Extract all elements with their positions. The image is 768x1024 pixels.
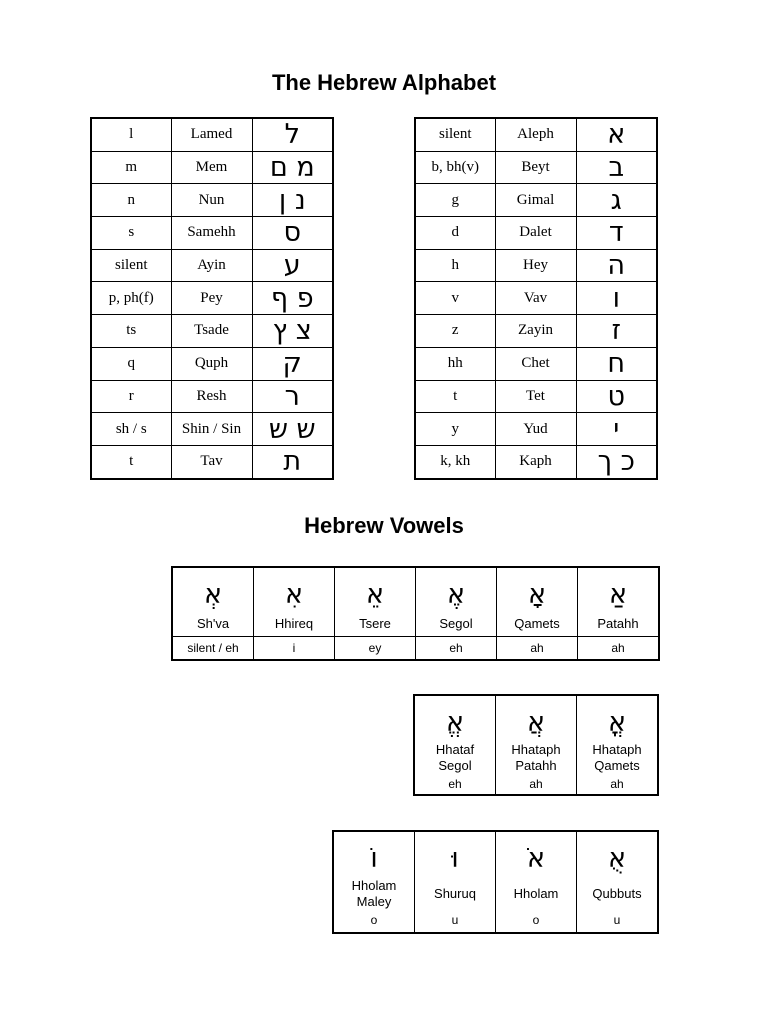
sound-cell: l xyxy=(91,118,171,151)
vowel-mark-cell: אֱ xyxy=(414,695,496,740)
letter-name-cell: Zayin xyxy=(495,315,576,348)
letter-name-cell: Kaph xyxy=(495,445,576,478)
sound-cell: t xyxy=(91,445,171,478)
vowel-mark-row xyxy=(414,695,658,740)
sound-cell: g xyxy=(415,184,495,217)
letter-name-cell: Chet xyxy=(495,347,576,380)
hebrew-letter-cell: ר xyxy=(252,380,333,413)
sound-cell: p, ph(f) xyxy=(91,282,171,315)
letter-name-cell: Dalet xyxy=(495,217,576,250)
vowel-sound-row xyxy=(172,637,659,661)
vowel-name-cell: Hhireq xyxy=(254,612,335,637)
letter-name-cell: Gimal xyxy=(495,184,576,217)
vowel-name-cell: Tsere xyxy=(335,612,416,637)
vowel-name-line: Qamets xyxy=(594,758,640,773)
vowel-sound-cell: ah xyxy=(578,637,660,661)
letter-name-cell: Resh xyxy=(171,380,252,413)
vowel-sound-cell: o xyxy=(496,912,577,933)
vowel-mark-cell: אֲ xyxy=(496,695,577,740)
sound-cell: t xyxy=(415,380,495,413)
vowel-name-line: Qubbuts xyxy=(592,886,642,901)
hebrew-letter-cell: ה xyxy=(576,249,657,282)
page-title: The Hebrew Alphabet xyxy=(271,70,497,95)
vowel-sound-cell: u xyxy=(577,912,659,933)
table-row xyxy=(91,282,333,315)
vowel-name-cell: Segol xyxy=(416,612,497,637)
vowel-mark-cell: אֳ xyxy=(577,695,659,740)
table-row xyxy=(415,217,657,250)
hebrew-letter-cell: י xyxy=(576,413,657,446)
hebrew-letter-cell: ע xyxy=(252,249,333,282)
sound-cell: n xyxy=(91,184,171,217)
table-row xyxy=(91,347,333,380)
hebrew-letter-cell: ב xyxy=(576,151,657,184)
table-row xyxy=(415,347,657,380)
vowel-sound-row xyxy=(414,776,658,795)
letter-name-cell: Yud xyxy=(495,413,576,446)
table-row xyxy=(91,118,333,151)
letter-name-cell: Beyt xyxy=(495,151,576,184)
vowel-name-line: Hhataph xyxy=(592,742,642,757)
hebrew-letter-cell: ו xyxy=(576,282,657,315)
vowel-mark-cell: אִ xyxy=(254,567,335,612)
vowel-mark-cell: אֶ xyxy=(416,567,497,612)
vowels-table-2 xyxy=(413,694,659,796)
vowel-sound-cell: i xyxy=(254,637,335,661)
hebrew-letter-cell: א xyxy=(576,118,657,151)
vowel-name-line: Maley xyxy=(356,894,392,909)
letter-name-cell: Hey xyxy=(495,249,576,282)
table-row xyxy=(415,380,657,413)
vowel-mark-cell: אֻ xyxy=(577,831,659,876)
letter-name-cell: Tet xyxy=(495,380,576,413)
sound-cell: s xyxy=(91,217,171,250)
vowel-sound-cell: ey xyxy=(335,637,416,661)
vowel-name-cell: Qamets xyxy=(497,612,578,637)
vowel-sound-row xyxy=(333,912,658,933)
hebrew-letter-cell: נ ן xyxy=(252,184,333,217)
sound-cell: z xyxy=(415,315,495,348)
sound-cell: v xyxy=(415,282,495,315)
vowel-sound-cell: o xyxy=(333,912,415,933)
sound-cell: q xyxy=(91,347,171,380)
vowel-sound-cell: u xyxy=(415,912,496,933)
letter-name-cell: Aleph xyxy=(495,118,576,151)
vowel-sound-cell: ah xyxy=(577,776,659,795)
sound-cell: r xyxy=(91,380,171,413)
vowel-name-line: Hhataph xyxy=(511,742,561,757)
table-row xyxy=(415,282,657,315)
vowel-sound-cell: eh xyxy=(414,776,496,795)
vowel-name-line: Segol xyxy=(438,758,472,773)
table-row xyxy=(91,249,333,282)
vowel-name-row xyxy=(333,876,658,912)
vowel-name-row xyxy=(172,612,659,637)
sound-cell: m xyxy=(91,151,171,184)
letter-name-cell: Tsade xyxy=(171,315,252,348)
hebrew-letter-cell: ק xyxy=(252,347,333,380)
vowel-name-row xyxy=(414,740,658,776)
vowel-mark-cell: אֹ xyxy=(496,831,577,876)
letter-name-cell: Vav xyxy=(495,282,576,315)
table-row xyxy=(91,151,333,184)
vowels-title: Hebrew Vowels xyxy=(304,513,464,538)
letter-name-cell: Lamed xyxy=(171,118,252,151)
letter-name-cell: Samehh xyxy=(171,217,252,250)
alphabet-table-right xyxy=(414,117,658,480)
vowel-sound-cell: ah xyxy=(496,776,577,795)
vowel-name-cell xyxy=(496,740,577,776)
table-row xyxy=(91,413,333,446)
vowel-sound-cell: silent / eh xyxy=(172,637,254,661)
vowel-mark-cell: אֵ xyxy=(335,567,416,612)
vowel-name-cell xyxy=(577,876,659,912)
sound-cell: b, bh(v) xyxy=(415,151,495,184)
hebrew-letter-cell: ז xyxy=(576,315,657,348)
sound-cell: h xyxy=(415,249,495,282)
table-row xyxy=(415,184,657,217)
table-row xyxy=(91,217,333,250)
hebrew-letter-cell: ס xyxy=(252,217,333,250)
vowel-name-line: Patahh xyxy=(515,758,557,773)
hebrew-letter-cell: ת xyxy=(252,445,333,478)
hebrew-letter-cell: ט xyxy=(576,380,657,413)
sound-cell: y xyxy=(415,413,495,446)
table-row xyxy=(415,413,657,446)
vowel-mark-cell: אַ xyxy=(578,567,660,612)
sound-cell: d xyxy=(415,217,495,250)
letter-name-cell: Nun xyxy=(171,184,252,217)
hebrew-letter-cell: פ ף xyxy=(252,282,333,315)
table-row xyxy=(415,249,657,282)
vowel-mark-cell: אְ xyxy=(172,567,254,612)
vowel-name-cell xyxy=(333,876,415,912)
sound-cell: sh / s xyxy=(91,413,171,446)
vowel-name-cell xyxy=(496,876,577,912)
table-row xyxy=(91,445,333,478)
hebrew-letter-cell: ל xyxy=(252,118,333,151)
vowel-name-cell: Sh'va xyxy=(172,612,254,637)
sound-cell: silent xyxy=(415,118,495,151)
vowel-mark-cell: וֹ xyxy=(333,831,415,876)
table-row xyxy=(415,445,657,478)
vowel-mark-row xyxy=(172,567,659,612)
vowel-mark-row xyxy=(333,831,658,876)
vowel-mark-cell: וּ xyxy=(415,831,496,876)
table-row xyxy=(415,151,657,184)
table-row xyxy=(415,315,657,348)
alphabet-table-left xyxy=(90,117,334,480)
letter-name-cell: Pey xyxy=(171,282,252,315)
vowel-mark-cell: אָ xyxy=(497,567,578,612)
hebrew-letter-cell: מ ם xyxy=(252,151,333,184)
vowel-name-line: Hholam xyxy=(351,878,397,893)
table-row xyxy=(91,380,333,413)
vowels-table-3 xyxy=(332,830,659,934)
hebrew-letter-cell: ש ש xyxy=(252,413,333,446)
hebrew-letter-cell: צ ץ xyxy=(252,315,333,348)
hebrew-letter-cell: ד xyxy=(576,217,657,250)
letter-name-cell: Quph xyxy=(171,347,252,380)
table-row xyxy=(91,184,333,217)
letter-name-cell: Mem xyxy=(171,151,252,184)
sound-cell: silent xyxy=(91,249,171,282)
sound-cell: hh xyxy=(415,347,495,380)
vowel-name-cell xyxy=(577,740,659,776)
table-row xyxy=(91,315,333,348)
vowels-table-1 xyxy=(171,566,660,661)
vowel-name-line: Shuruq xyxy=(434,886,476,901)
sound-cell: k, kh xyxy=(415,445,495,478)
letter-name-cell: Shin / Sin xyxy=(171,413,252,446)
vowel-name-line: Hholam xyxy=(513,886,559,901)
vowel-name-cell xyxy=(414,740,496,776)
hebrew-letter-cell: ח xyxy=(576,347,657,380)
hebrew-letter-cell: ג xyxy=(576,184,657,217)
hebrew-letter-cell: כ ך xyxy=(576,445,657,478)
table-row xyxy=(415,118,657,151)
letter-name-cell: Ayin xyxy=(171,249,252,282)
sound-cell: ts xyxy=(91,315,171,348)
vowel-name-cell: Patahh xyxy=(578,612,660,637)
vowel-name-cell xyxy=(415,876,496,912)
vowel-name-line: Hhataf xyxy=(435,742,475,757)
vowel-sound-cell: eh xyxy=(416,637,497,661)
letter-name-cell: Tav xyxy=(171,445,252,478)
vowel-sound-cell: ah xyxy=(497,637,578,661)
